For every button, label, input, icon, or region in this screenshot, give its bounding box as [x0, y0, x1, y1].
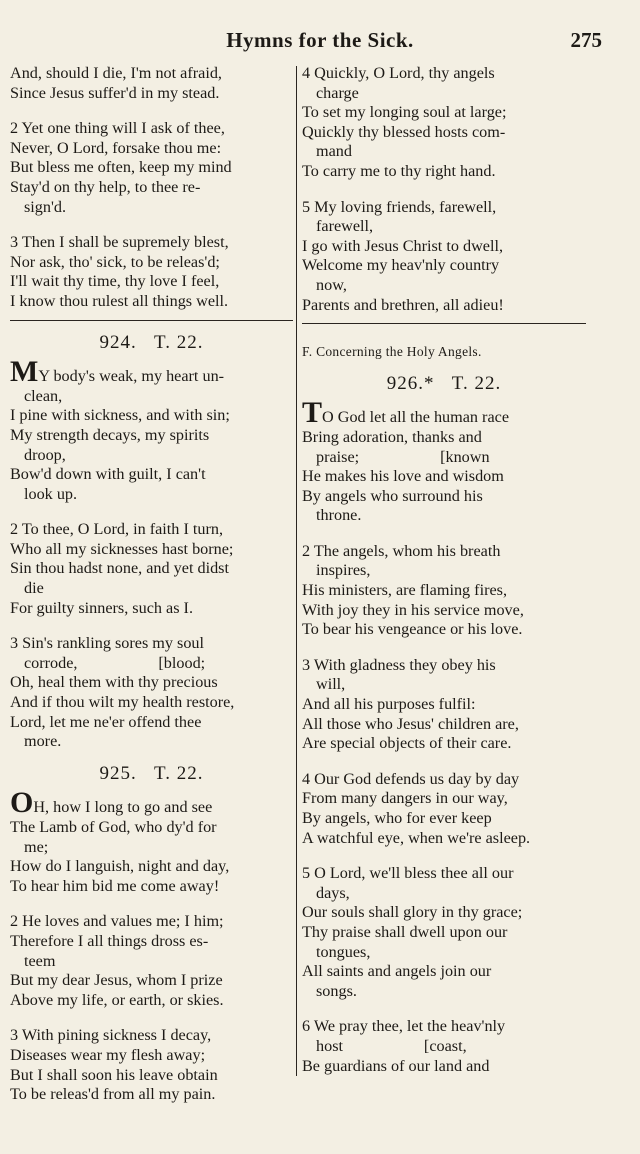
line: Our souls shall glory in thy grace; [302, 903, 523, 922]
line: 5 O Lord, we'll bless thee all our [302, 864, 514, 883]
line: mand [316, 142, 352, 161]
line: die [24, 579, 44, 598]
line: Bow'd down with guilt, I can't [10, 465, 206, 484]
hymn-tune: T. 22. [451, 372, 502, 394]
hymn-tune: T. 22. [154, 331, 204, 353]
line: To hear him bid me come away! [10, 876, 220, 895]
line: Oh, heal them with thy precious [10, 673, 218, 692]
line: I go with Jesus Christ to dwell, [302, 236, 503, 255]
hymn-924-verse-3 [10, 634, 293, 752]
hymn-925-verse-3 [10, 1026, 293, 1104]
hymn-926-verse-6 [302, 1017, 586, 1076]
hymn-926-verse-2 [302, 542, 586, 640]
line: farewell, [316, 217, 374, 236]
line: songs. [316, 981, 357, 1000]
line: To be releas'd from all my pain. [10, 1085, 216, 1104]
line: 4 Quickly, O Lord, thy angels [302, 64, 495, 82]
line: With joy they in his service move, [302, 600, 524, 619]
hymn-number: 925. [99, 762, 137, 784]
line: And if thou wilt my health restore, [10, 693, 235, 712]
line: more. [24, 732, 62, 751]
running-title: Hymns for the Sick. [226, 28, 414, 52]
line: To set my longing soul at large; [302, 103, 507, 122]
line: But I shall soon his leave obtain [10, 1065, 218, 1084]
section-heading: F. Concerning the Holy Angels. [302, 344, 482, 360]
line: Quickly thy blessed hosts com- [302, 122, 506, 141]
line: Thy praise shall dwell upon our [302, 922, 508, 941]
line: praise; [known [316, 447, 490, 466]
line: Therefore I all things dross es- [10, 931, 209, 950]
line: Parents and brethren, all adieu! [302, 295, 504, 314]
line: Above my life, or earth, or skies. [10, 990, 224, 1009]
drop-cap: M [10, 355, 39, 389]
drop-cap: O [10, 786, 34, 820]
page-number: 275 [570, 28, 602, 52]
line: How do I languish, night and day, [10, 857, 230, 876]
hymn-924-verse-2 [10, 520, 293, 618]
left-column [10, 64, 293, 1105]
line: teem [24, 951, 56, 970]
line: Nor ask, tho' sick, to be releas'd; [10, 252, 220, 271]
line: But my dear Jesus, whom I prize [10, 971, 223, 990]
line: All those who Jesus' children are, [302, 714, 519, 733]
line: Since Jesus suffer'd in my stead. [10, 83, 220, 102]
running-header [0, 28, 640, 60]
line: Diseases wear my flesh away; [10, 1045, 206, 1064]
line: now, [316, 275, 347, 294]
line: clean, [24, 386, 63, 405]
line: Bring adoration, thanks and [302, 427, 482, 446]
right-column [302, 64, 586, 1076]
line: 4 Our God defends us day by day [302, 769, 520, 788]
line: From many dangers in our way, [302, 789, 508, 808]
verse-5 [302, 198, 586, 316]
line: By angels, who for ever keep [302, 809, 492, 827]
line: To bear his vengeance or his love. [302, 620, 523, 639]
line: Lord, let me ne'er offend thee [10, 712, 202, 731]
line: inspires, [316, 561, 371, 580]
hymn-heading-924 [10, 333, 293, 353]
hymn-tune: T. 22. [154, 762, 204, 784]
line: throne. [316, 506, 362, 525]
line: tongues, [316, 942, 371, 961]
line: droop, [24, 445, 66, 464]
line: 5 My loving friends, farewell, [302, 197, 497, 216]
hymn-926-verse-3 [302, 656, 586, 754]
line: And, should I die, I'm not afraid, [10, 64, 222, 82]
line: A watchful eye, when we're asleep. [302, 828, 531, 847]
line: Sin thou hadst none, and yet didst [10, 559, 229, 578]
hymn-heading-925 [10, 764, 293, 784]
line: Stay'd on thy help, to thee re- [10, 177, 201, 196]
hymn-926-verse-4 [302, 770, 586, 848]
line: All saints and angels join our [302, 962, 492, 981]
hymn-rule [10, 320, 293, 321]
line: To carry me to thy right hand. [302, 161, 496, 180]
hymn-926-verse-1 [302, 396, 586, 526]
hymn-925-verse-2 [10, 912, 293, 1010]
line: Be guardians of our land and [302, 1056, 490, 1075]
verse-4 [302, 64, 586, 182]
verse-3 [10, 233, 293, 311]
hymn-heading-926 [302, 374, 586, 394]
line: But bless me often, keep my mind [10, 158, 232, 177]
line: H, how I long to go and see [33, 798, 213, 817]
line: O God let all the human race [322, 408, 510, 427]
line: 2 To thee, O Lord, in faith I turn, [10, 520, 224, 539]
line: charge [316, 83, 359, 102]
line: will, [316, 675, 346, 694]
hymn-924-verse-1 [10, 355, 293, 504]
line: 2 Yet one thing will I ask of thee, [10, 119, 225, 138]
line: corrode, [blood; [24, 653, 206, 672]
line: look up. [24, 484, 78, 503]
line: host [coast, [316, 1036, 467, 1055]
line: 2 The angels, whom his breath [302, 541, 501, 560]
line: 3 Sin's rankling sores my soul [10, 634, 205, 653]
section-rule [302, 323, 586, 324]
line: His ministers, are flaming fires, [302, 581, 507, 600]
line: He makes his love and wisdom [302, 467, 504, 486]
hymn-number: 926.* [386, 372, 435, 394]
verse-2 [10, 119, 293, 217]
line: Welcome my heav'nly country [302, 256, 500, 275]
line: My strength decays, my spirits [10, 425, 210, 444]
line: Never, O Lord, forsake thou me: [10, 138, 222, 157]
line: I know thou rulest all things well. [10, 291, 229, 310]
line: sign'd. [24, 197, 67, 216]
line: 6 We pray thee, let the heav'nly [302, 1017, 506, 1036]
line: 3 Then I shall be supremely blest, [10, 233, 229, 252]
line: For guilty sinners, such as I. [10, 598, 193, 617]
line: Who all my sicknesses hast borne; [10, 539, 234, 558]
line: I pine with sickness, and with sin; [10, 406, 230, 425]
line: 3 With gladness they obey his [302, 655, 496, 674]
verse-continued [10, 64, 293, 103]
line: Are special objects of their care. [302, 734, 512, 753]
hymn-number: 924. [99, 331, 137, 353]
line: 3 With pining sickness I decay, [10, 1026, 212, 1045]
hymn-926-verse-5 [302, 864, 586, 1001]
hymn-925-verse-1 [10, 786, 293, 896]
line: I'll wait thy time, thy love I feel, [10, 272, 220, 291]
line: me; [24, 837, 49, 856]
line: Y body's weak, my heart un- [38, 367, 225, 386]
line: The Lamb of God, who dy'd for [10, 818, 217, 836]
line: 2 He loves and values me; I him; [10, 912, 224, 931]
column-divider [296, 66, 297, 1076]
line: And all his purposes fulfil: [302, 695, 476, 714]
line: days, [316, 883, 350, 902]
line: By angels who surround his [302, 486, 483, 505]
drop-cap: T [302, 396, 323, 430]
